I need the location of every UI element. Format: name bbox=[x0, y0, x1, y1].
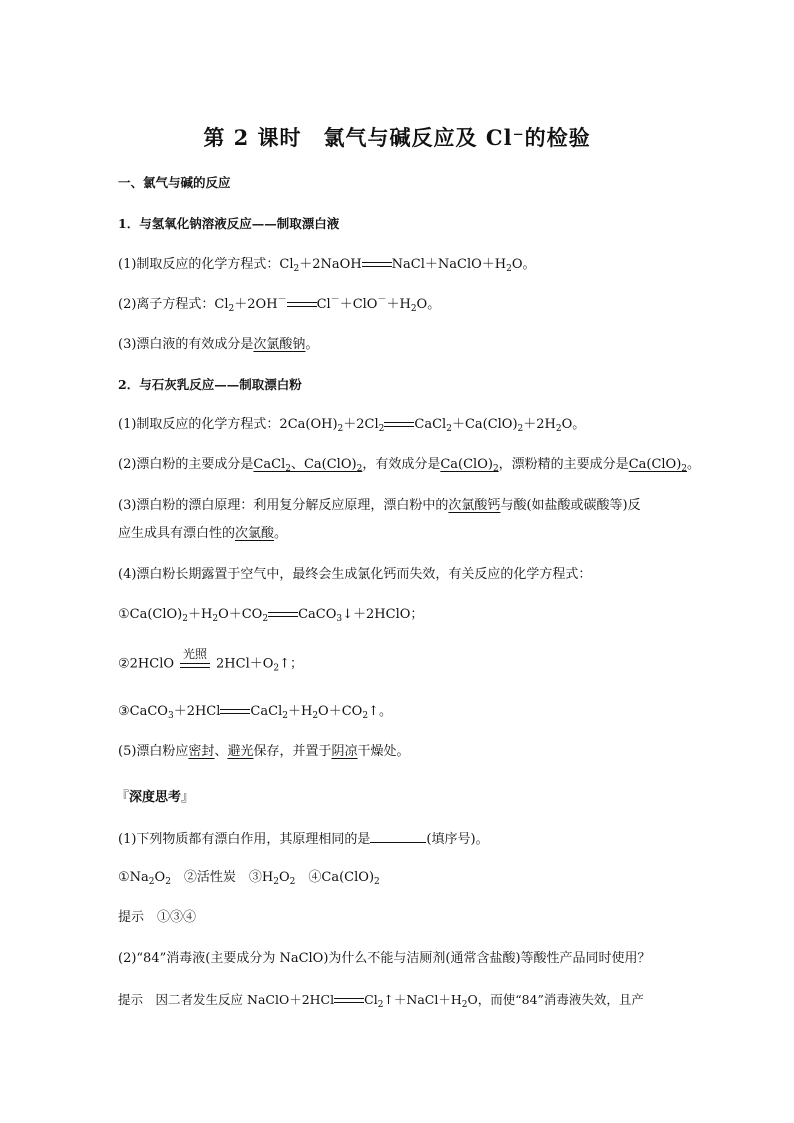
subheading-naoh: 1．与氢氧化钠溶液反应——制取漂白液 bbox=[118, 216, 340, 231]
equal-sign bbox=[362, 261, 392, 269]
bleach-principle-line1: (3)漂白粉的漂白原理：利用复分解反应原理，漂白粉中的次氯酸钙与酸(如盐酸或碳酸等)反 bbox=[118, 498, 641, 513]
page-title: 第 2 课时 氯气与碱反应及 Cl⁻的检验 bbox=[203, 125, 591, 150]
reaction-3: ③CaCO$_3$＋2HCl $CaCl_2+H_2O+CO_2↑$。 bbox=[118, 704, 392, 721]
reaction-2: ②2HClO 光照 $2HCl+O_2↑$； bbox=[118, 647, 304, 674]
answer-underline: $Ca(ClO)_2$ bbox=[628, 457, 688, 474]
light-condition: 光照 bbox=[178, 654, 212, 674]
equal-sign bbox=[220, 708, 250, 716]
answer-underline: 次氯酸钠 bbox=[253, 337, 306, 352]
bleach-powder-components: (2)漂白粉的主要成分是CaCl$_2$、$Ca(ClO)_2$，有效成分是$Ca(ClO)_2$，漂粉精的主要成分是$Ca(ClO)_2$。 bbox=[118, 457, 701, 474]
answer-underline: $Ca(ClO)_2$ bbox=[440, 457, 499, 474]
answer-underline: 次氯酸 bbox=[235, 526, 275, 541]
equal-sign bbox=[334, 997, 364, 1005]
question-2: (2)“84”消毒液(主要成分为 NaClO)为什么不能与洁厕剂(通常含盐酸)等酸性产品同时使用？ bbox=[118, 951, 651, 966]
equation-naoh-molecular: (1)制取反应的化学方程式：$Cl_2+2NaOH$ $NaCl+NaClO+H_2O$。 bbox=[118, 257, 536, 274]
answer-underline: 密封 bbox=[188, 744, 215, 759]
equation-naoh-ionic: (2)离子方程式：$Cl_2+2OH^-$ $Cl^-+ClO^-+H_2O$。 bbox=[118, 295, 441, 314]
answer-blank bbox=[370, 828, 426, 843]
subheading-lime: 2．与石灰乳反应——制取漂白粉 bbox=[118, 377, 302, 392]
reaction-1: $①Ca(ClO)_2+H_2O+CO_2$ CaCO$_3$↓＋2HClO； bbox=[118, 607, 424, 624]
answer-underline: 次氯酸钙 bbox=[448, 498, 501, 513]
section-heading-1: 一、氯气与碱的反应 bbox=[118, 175, 231, 190]
answer-underline: CaCl$_2$、$Ca(ClO)_2$ bbox=[253, 457, 363, 474]
equal-sign bbox=[268, 611, 298, 619]
equal-sign bbox=[287, 301, 317, 309]
question-1: (1)下列物质都有漂白作用，其原理相同的是 (填序号)。 bbox=[118, 828, 688, 850]
equal-sign bbox=[384, 421, 414, 429]
deep-thinking-heading: 『深度思考』 bbox=[116, 790, 195, 805]
answer-underline: 避光 bbox=[227, 744, 254, 759]
exposure-note: (4)漂白粉长期露置于空气中，最终会生成氯化钙而失效，有关反应的化学方程式： bbox=[118, 567, 592, 582]
equation-lime: (1)制取反应的化学方程式：$2Ca(OH)_2+2Cl_2$ $CaCl_2+Ca(ClO)_2+2H_2O$。 bbox=[118, 417, 586, 434]
hint-2: 提示 因二者发生反应 NaClO＋2HCl $Cl_2↑+NaCl+H_2O$，而使“84”消毒液失效，且产 bbox=[118, 992, 644, 1010]
answer-underline: 阴凉 bbox=[331, 744, 358, 759]
bleach-liquid-effective: (3)漂白液的有效成分是次氯酸钠。 bbox=[118, 337, 319, 352]
question-1-options: $①Na_2O_2$ ②活性炭 $③H_2O_2$ $④Ca(ClO)_2$ bbox=[118, 870, 380, 887]
storage-note: (5)漂白粉应密封、避光保存，并置于阴凉干燥处。 bbox=[118, 744, 410, 759]
bleach-principle-line2: 应生成具有漂白性的次氯酸。 bbox=[118, 526, 288, 541]
hint-1: 提示 ①③④ bbox=[118, 910, 197, 925]
